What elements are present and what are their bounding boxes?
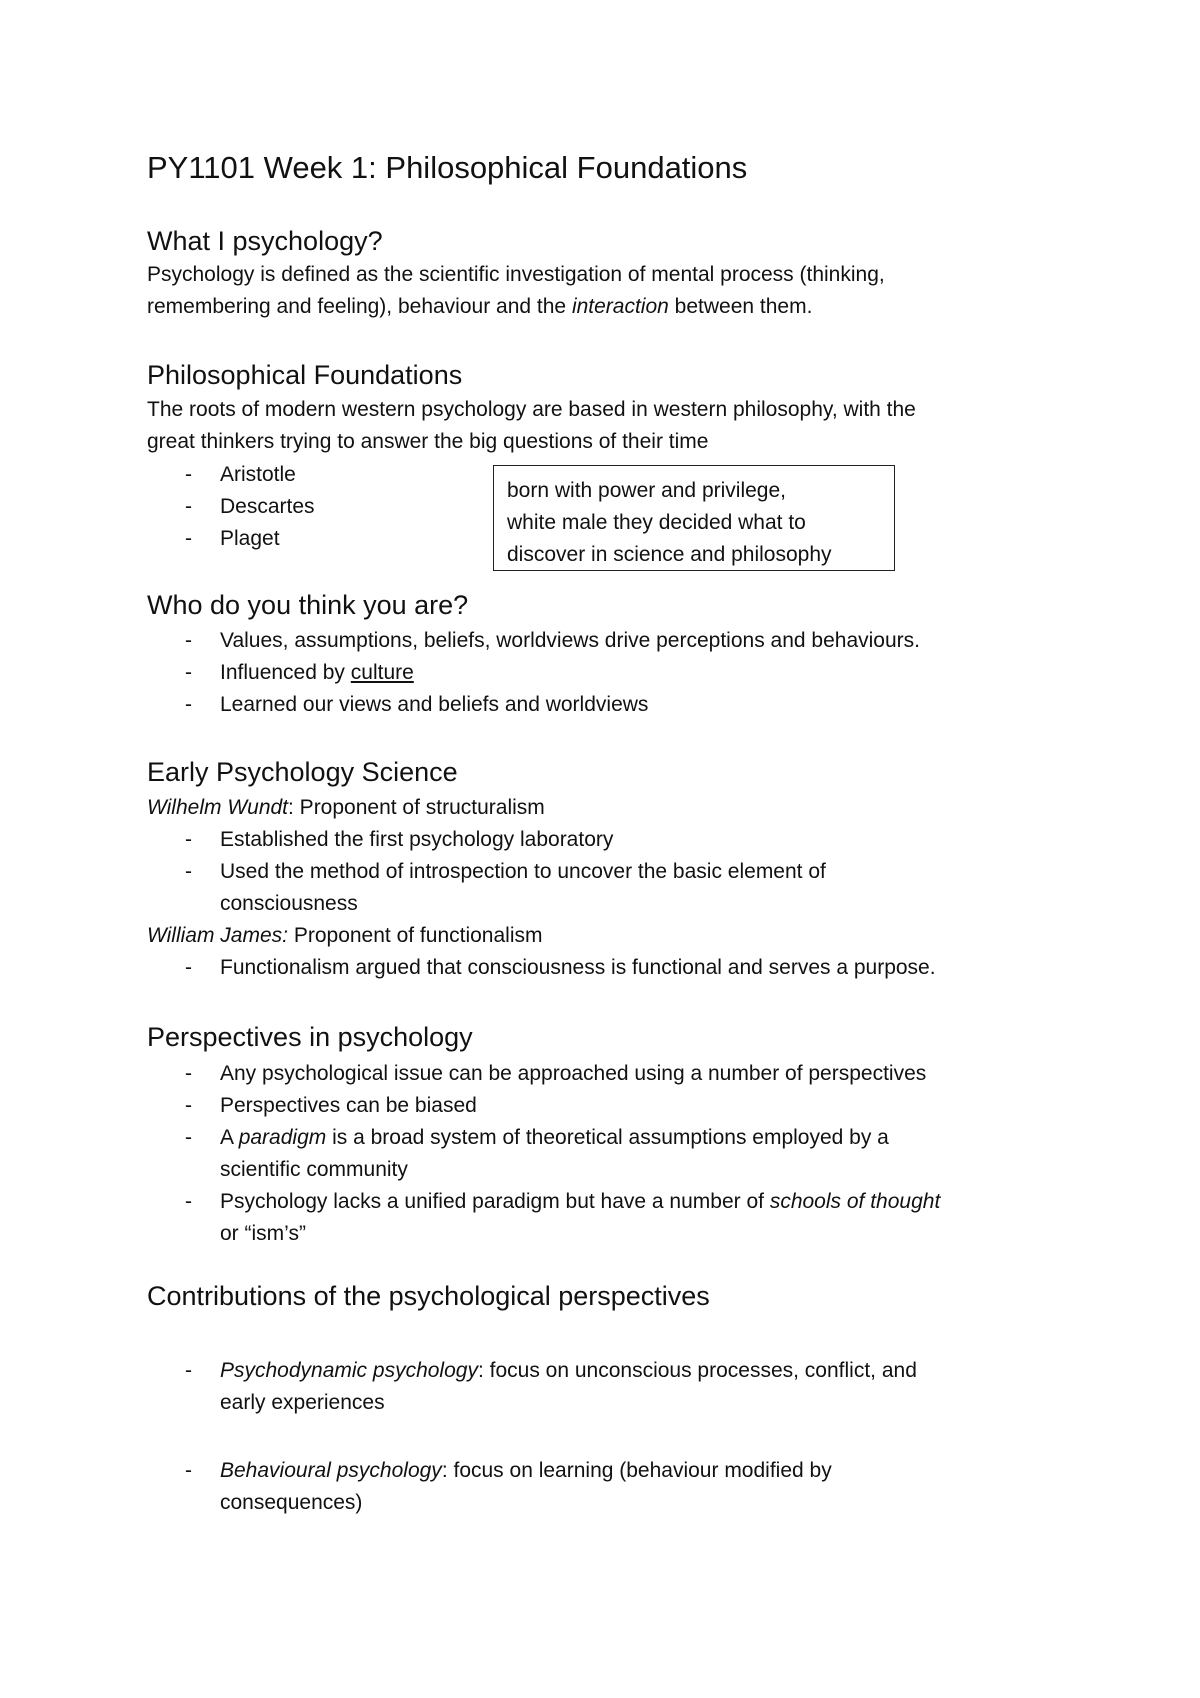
bullet-marker: -	[185, 1094, 192, 1117]
list-item-values: Values, assumptions, beliefs, worldviews drive perceptions and behaviours.	[220, 629, 920, 652]
paragraph-definition-line-2: remembering and feeling), behaviour and the interaction between them.	[147, 295, 813, 318]
bullet-marker: -	[185, 956, 192, 979]
bullet-marker: -	[185, 693, 192, 716]
bullet-marker: -	[185, 495, 192, 518]
bullet-marker: -	[185, 629, 192, 652]
paragraph-roots-line-2: great thinkers trying to answer the big questions of their time	[147, 430, 709, 453]
list-item-any-issue: Any psychological issue can be approached using a number of perspectives	[220, 1062, 927, 1085]
list-item-unified-paradigm-line-2: or “ism’s”	[220, 1222, 306, 1245]
annotation-line-3: discover in science and philosophy	[507, 543, 832, 566]
list-item-culture: Influenced by culture	[220, 661, 414, 684]
list-item-plaget: Plaget	[220, 527, 280, 550]
bullet-marker: -	[185, 1359, 192, 1382]
paragraph-definition-line-1: Psychology is defined as the scientific investigation of mental process (thinking,	[147, 263, 885, 286]
heading-philosophical-foundations: Philosophical Foundations	[147, 360, 463, 390]
list-item-first-laboratory: Established the first psychology laboratory	[220, 828, 614, 851]
bullet-marker: -	[185, 1190, 192, 1213]
bullet-marker: -	[185, 828, 192, 851]
bullet-marker: -	[185, 463, 192, 486]
list-item-functionalism: Functionalism argued that consciousness is functional and serves a purpose.	[220, 956, 936, 979]
page-title: PY1101 Week 1: Philosophical Foundations	[147, 150, 748, 185]
heading-who-do-you-think-you-are: Who do you think you are?	[147, 590, 469, 620]
list-item-introspection-line-1: Used the method of introspection to uncover the basic element of	[220, 860, 826, 883]
wundt-line: Wilhelm Wundt: Proponent of structuralism	[147, 796, 545, 819]
list-item-unified-paradigm-line-1: Psychology lacks a unified paradigm but have a number of schools of thought	[220, 1190, 941, 1213]
heading-early-psychology-science: Early Psychology Science	[147, 757, 458, 787]
list-item-behavioural-line-1: Behavioural psychology: focus on learning (behaviour modified by	[220, 1459, 832, 1482]
bullet-marker: -	[185, 1126, 192, 1149]
bullet-marker: -	[185, 860, 192, 883]
james-line: William James: Proponent of functionalism	[147, 924, 543, 947]
bullet-marker: -	[185, 661, 192, 684]
list-item-psychodynamic-line-2: early experiences	[220, 1391, 385, 1414]
list-item-descartes: Descartes	[220, 495, 315, 518]
heading-contributions: Contributions of the psychological perspectives	[147, 1281, 710, 1311]
list-item-behavioural-line-2: consequences)	[220, 1491, 363, 1514]
list-item-psychodynamic-line-1: Psychodynamic psychology: focus on unconscious processes, conflict, and	[220, 1359, 917, 1382]
bullet-marker: -	[185, 527, 192, 550]
list-item-paradigm-line-1: A paradigm is a broad system of theoretical assumptions employed by a	[220, 1126, 889, 1149]
heading-what-is-psychology: What I psychology?	[147, 226, 383, 256]
list-item-introspection-line-2: consciousness	[220, 892, 358, 915]
bullet-marker: -	[185, 1459, 192, 1482]
annotation-text-box	[493, 465, 895, 571]
heading-perspectives-in-psychology: Perspectives in psychology	[147, 1022, 473, 1052]
paragraph-roots-line-1: The roots of modern western psychology are based in western philosophy, with the	[147, 398, 916, 421]
list-item-paradigm-line-2: scientific community	[220, 1158, 408, 1181]
list-item-learned-views: Learned our views and beliefs and worldviews	[220, 693, 649, 716]
annotation-line-2: white male they decided what to	[507, 511, 806, 534]
bullet-marker: -	[185, 1062, 192, 1085]
list-item-aristotle: Aristotle	[220, 463, 296, 486]
annotation-line-1: born with power and privilege,	[507, 479, 786, 502]
list-item-biased: Perspectives can be biased	[220, 1094, 477, 1117]
